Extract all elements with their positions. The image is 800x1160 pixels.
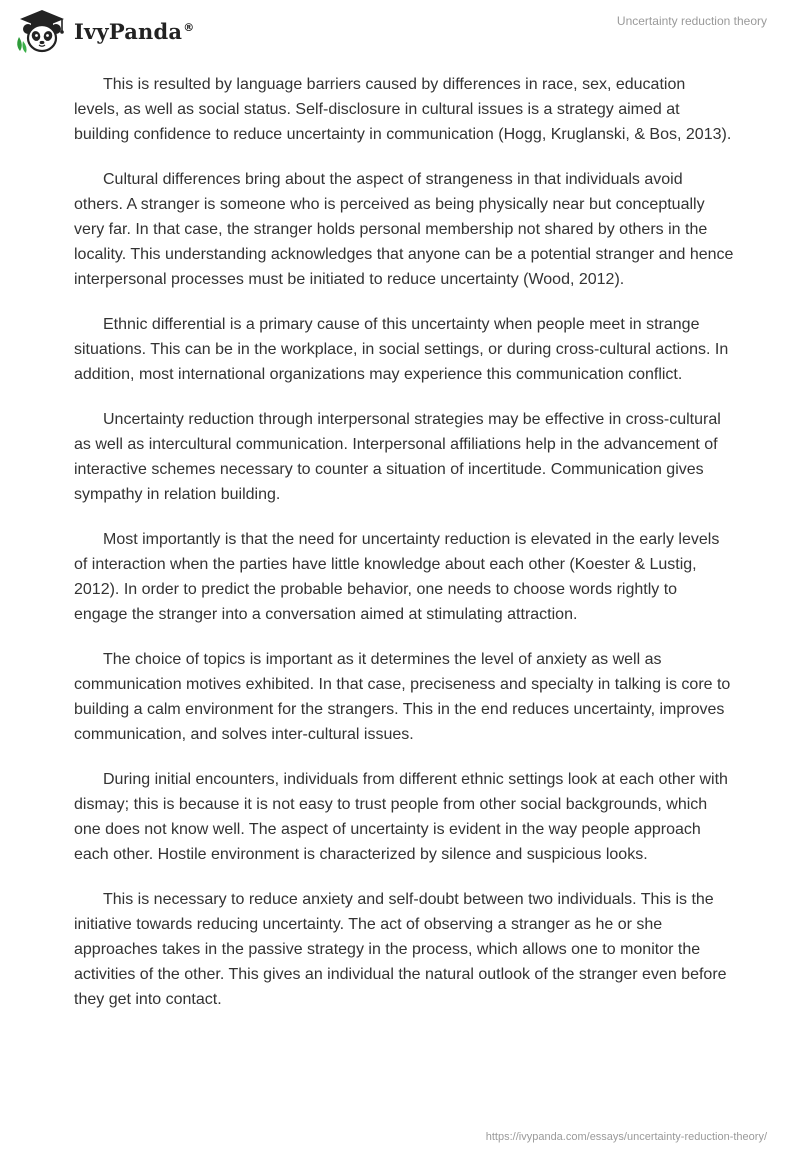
document-title: Uncertainty reduction theory — [616, 14, 767, 28]
source-url[interactable]: https://ivypanda.com/essays/uncertainty-reduction-theory/ — [485, 1131, 767, 1143]
paragraph: Ethnic differential is a primary cause of this uncertainty when people meet in strange situations. This can be in the workplace, in social settings, or during cross-cultural actions. In addition, most international organizations may experience this communication conflict. — [74, 316, 729, 383]
paragraph: Cultural differences bring about the aspect of strangeness in that individuals avoid others. A stranger is someone who is perceived as being physically near but conceptually very far. In that case, the stranger holds personal membership not shared by others in the locality. This understanding acknowledges that anyone can be a potential stranger and hence interpersonal processes must be initiated to reduce uncertainty (Wood, 2012). — [74, 171, 734, 288]
registered-mark: ® — [183, 20, 195, 34]
brand-name: IvyPanda® — [74, 18, 195, 44]
paragraph: This is resulted by language barriers caused by differences in race, sex, education levels, as well as social status. Self-disclosure in cultural issues is a strategy aimed at building confidence to reduce uncertainty in communication (Hogg, Kruglanski, & Bos, 2013). — [74, 76, 732, 143]
page-header — [0, 0, 800, 64]
panda-graduate-logo-icon — [14, 7, 70, 55]
paragraph: The choice of topics is important as it determines the level of anxiety as well as communication motives exhibited. In that case, preciseness and specialty in talking is core to building a calm environment for the strangers. This in the end reduces uncertainty, improves communication, and solves inter-cultural issues. — [74, 651, 731, 743]
brand-logo[interactable] — [14, 7, 194, 55]
essay-body — [74, 72, 734, 1032]
paragraph: Uncertainty reduction through interpersonal strategies may be effective in cross-cultural as well as intercultural communication. Interpersonal affiliations help in the advancement of interactive schemes necessary to counter a situation of incertitude. Communication gives sympathy in relation building. — [74, 411, 721, 503]
paragraph: This is necessary to reduce anxiety and self-doubt between two individuals. This is the initiative towards reducing uncertainty. The act of observing a stranger as he or she approaches takes in the passive strategy in the process, which allows one to monitor the activities of the other. This gives an individual the natural outlook of the stranger even before they get into contact. — [74, 891, 727, 1008]
paragraph: During initial encounters, individuals from different ethnic settings look at each other with dismay; this is because it is not easy to trust people from other social backgrounds, which one does not know well. The aspect of uncertainty is evident in the way people approach each other. Hostile environment is characterized by silence and suspicious looks. — [74, 771, 728, 863]
paragraph: Most importantly is that the need for uncertainty reduction is elevated in the early levels of interaction when the parties have little knowledge about each other (Koester & Lustig, 2012). In order to predict the probable behavior, one needs to choose words rightly to engage the stranger into a conversation aimed at stimulating attraction. — [74, 531, 720, 623]
